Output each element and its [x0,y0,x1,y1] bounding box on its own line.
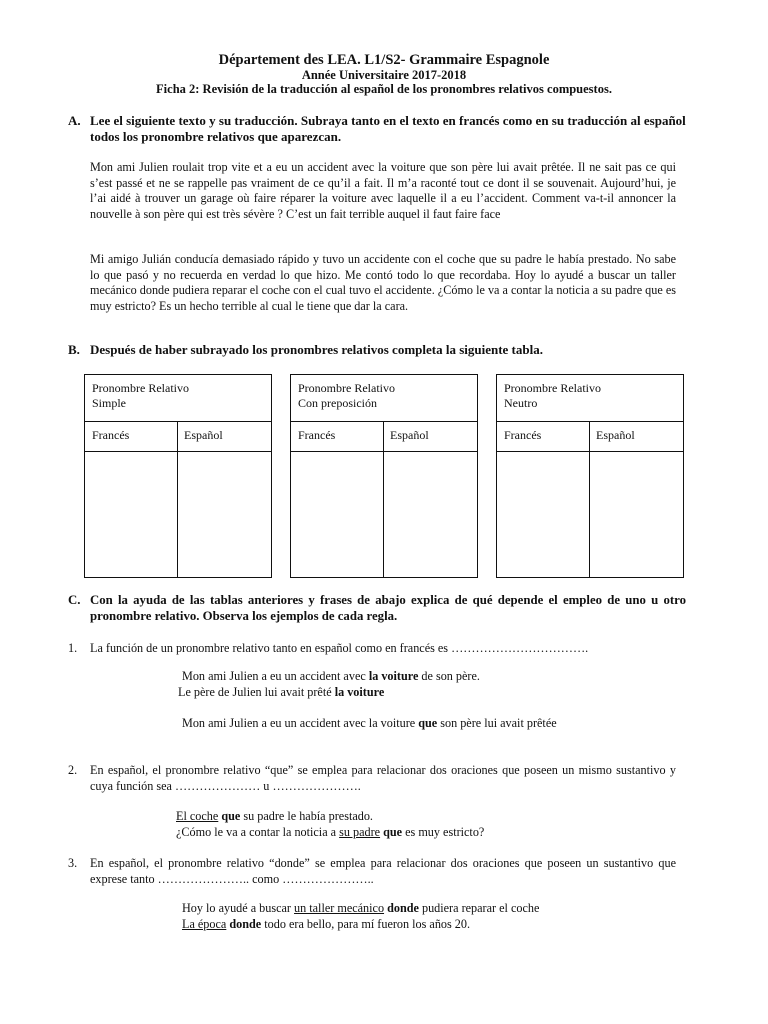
header-worksheet-title: Ficha 2: Revisión de la traducción al español de los pronombres relativos compuestos. [156,82,612,96]
table-simple-header [85,375,271,422]
section-a-text: Lee el siguiente texto y su traducción. Subraya tanto en el texto en francés como en su traducción al español todos los pronombre relativos que aparezcan. [90,113,686,144]
rule-item-1 [68,641,676,657]
example-2b-part: ¿Cómo le va a contar la noticia a [176,825,340,839]
section-c-letter: C. [68,593,81,607]
example-2a-end: su padre le había prestado. [240,809,373,823]
french-paragraph: Mon ami Julien roulait trop vite et a eu un accident avec la voiture que son père lui avait prêtée. Il ne sait pas ce qui s’est passé et ne se rappelle pas vraiment de ce qu’il a fait. Il m’a raconté tout ce dont il se souvenait. Aujourd’hui, je l’ai aidé à trouver un garage où faire réparer la voiture avec laquelle il a eu l’accident. Comment va-t-il annoncer la nouvelle à son père qui est très sévère ? C’est un fait terrible auquel il faut faire face [90,160,676,221]
rule-item-2-text: En español, el pronombre relativo “que” se emplea para relacionar dos oraciones que poseen un mismo sustantivo y cuya función sea ………………… u …………………. [90,763,676,793]
example-1c-part: Mon ami Julien a eu un accident avec la voiture [182,716,419,730]
example-1b-part: Le père de Julien lui avait prêté [178,685,335,699]
example-2a [176,809,373,824]
spanish-paragraph: Mi amigo Julián conducía demasiado rápido y tuvo un accidente con el coche que su padre le había prestado. No sabe lo que pasó y no recuerda en verdad lo que hizo. Me contó todo lo que recordaba. Hoy lo ayudé a buscar un taller mecánico donde pudiera reparar el coche con el cual tuvo el accidente. ¿Cómo le va a contar la noticia a su padre que es muy estricto? Es un hecho terrible al cual le tiene que dar la cara. [90,252,676,313]
example-1c [182,716,557,731]
table-preposition-header [291,375,477,422]
rule-item-3 [68,856,676,887]
example-1a-part: Mon ami Julien a eu un accident avec [182,669,369,683]
rule-item-3-text: En español, el pronombre relativo “donde” se emplea para relacionar dos oraciones que poseen un sustantivo que exprese tanto ………………….. como ………………….. [90,856,676,886]
example-2a-bold: que [221,809,241,823]
rule-item-1-text: La función de un pronombre relativo tanto en español como en francés es ……………………………. [90,641,589,655]
section-b-instruction [68,342,688,358]
example-2b-underlined: su padre [339,825,381,839]
example-1b [178,685,384,700]
table-neutral-col-espanol: Español [596,428,635,442]
table-neutral-divider [589,421,590,577]
example-3b-end: todo era bello, para mí fueron los años 20. [261,917,471,931]
example-2b [176,825,484,840]
example-1a [182,669,480,684]
example-1c-end: son père lui avait prêtée [437,716,557,730]
table-preposition-title-1: Pronombre Relativo [298,381,395,395]
table-neutral-title-2: Neutro [504,396,538,410]
example-3b-bold: donde [229,917,262,931]
section-c-instruction [68,593,686,624]
section-b-letter: B. [68,342,80,357]
table-neutral-title-1: Pronombre Relativo [504,381,601,395]
section-a-letter: A. [68,113,81,128]
table-simple-col-frances: Francés [92,428,130,442]
example-3b-underlined: La época [182,917,227,931]
example-3a-end: pudiera reparar el coche [418,901,540,915]
table-simple-col-espanol: Español [184,428,223,442]
table-simple-title-1: Pronombre Relativo [92,381,189,395]
example-2b-bold: que [383,825,403,839]
rule-item-2 [68,763,676,794]
example-3b [182,917,470,932]
section-b-text: Después de haber subrayado los pronombres relativos completa la siguiente tabla. [90,342,543,357]
table-simple-title-2: Simple [92,396,127,410]
example-1c-bold: que [418,716,438,730]
example-1a-bold: la voiture [368,669,419,683]
example-3a [182,901,539,916]
section-a-instruction [68,113,688,145]
table-simple-divider [177,421,178,577]
table-neutral [496,374,684,578]
rule-item-2-number: 2. [68,763,78,777]
example-1b-bold: la voiture [334,685,385,699]
table-neutral-col-frances: Francés [504,428,542,442]
example-3a-part: Hoy lo ayudé a buscar [182,901,295,915]
example-1a-end: de son père. [418,669,480,683]
example-2a-underlined: El coche [176,809,219,823]
table-neutral-header [497,375,683,422]
table-preposition-col-frances: Francés [298,428,336,442]
table-simple [84,374,272,578]
rule-item-3-number: 3. [68,856,78,870]
example-2b-end: es muy estricto? [402,825,485,839]
table-preposition [290,374,478,578]
header-academic-year: Année Universitaire 2017-2018 [301,68,467,82]
rule-item-1-number: 1. [68,641,78,655]
table-preposition-col-espanol: Español [390,428,429,442]
example-3a-underlined: un taller mecánico [294,901,385,915]
table-preposition-divider [383,421,384,577]
section-c-text: Con la ayuda de las tablas anteriores y frases de abajo explica de qué depende el empleo de uno u otro pronombre relativo. Observa los ejemplos de cada regla. [90,593,686,623]
table-preposition-title-2: Con preposición [298,396,377,410]
header-department: Département des LEA. L1/S2- Grammaire Espagnole [218,52,550,68]
example-3a-bold: donde [387,901,419,915]
